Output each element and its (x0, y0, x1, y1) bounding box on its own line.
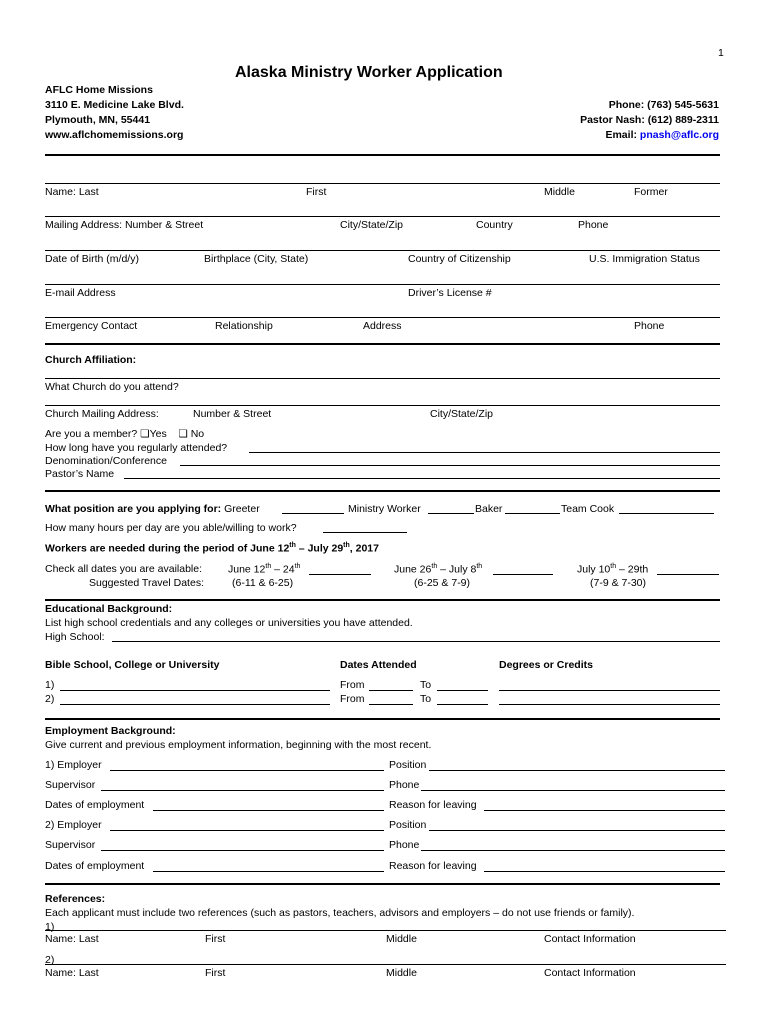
field-line[interactable] (45, 216, 720, 217)
edu-to-2: To (420, 693, 432, 705)
employment-heading: Employment Background: (45, 725, 176, 737)
date-option-1[interactable] (228, 563, 300, 576)
label-employer-1: 1) Employer (45, 759, 102, 771)
date-1-b: – 24 (271, 563, 295, 576)
dates-2-field[interactable] (153, 871, 384, 872)
label-drivers-license: Driver’s License # (408, 287, 492, 299)
edu-row-1-num: 1) (45, 679, 55, 691)
reason-1-field[interactable] (484, 810, 725, 811)
field-line[interactable] (45, 378, 720, 379)
edu-degree-1-field[interactable] (499, 690, 720, 691)
label-address: Address (363, 320, 402, 332)
org-address2: Plymouth, MN, 55441 (45, 114, 151, 126)
option-baker[interactable]: Baker (475, 503, 503, 515)
header-divider (45, 154, 720, 156)
date-3-sup1: th (610, 563, 617, 570)
label-phone: Phone (578, 219, 609, 231)
period-sup-1: th (289, 542, 296, 549)
date-3-b: – 29th (616, 563, 649, 576)
date-1-field[interactable] (309, 574, 371, 575)
date-1-sup1: th (265, 563, 272, 570)
pastor-field[interactable] (124, 478, 720, 479)
phone-2-field[interactable] (421, 850, 725, 851)
label-relationship: Relationship (215, 320, 273, 332)
edu-col-degrees: Degrees or Credits (499, 659, 593, 671)
field-line[interactable] (45, 317, 720, 318)
checkbox-yes-icon[interactable]: ❏ (140, 428, 150, 440)
employer-2-field[interactable] (110, 830, 384, 831)
label-immigration: U.S. Immigration Status (589, 253, 700, 265)
travel-1: (6-11 & 6-25) (232, 577, 294, 589)
edu-school-2-field[interactable] (60, 704, 330, 705)
period-statement (45, 542, 379, 555)
supervisor-1-field[interactable] (101, 790, 384, 791)
pastor-phone: Pastor Nash: (612) 889-2311 (580, 114, 719, 126)
ref-1-first: First (205, 933, 226, 945)
label-phone-2: Phone (389, 839, 420, 851)
ref-1-num: 1) (45, 921, 55, 933)
ref-2-contact: Contact Information (544, 967, 636, 979)
label-dates-1: Dates of employment (45, 799, 145, 811)
date-3-a: July 10 (577, 563, 611, 576)
label-emergency-contact: Emergency Contact (45, 320, 138, 332)
label-supervisor-1: Supervisor (45, 779, 96, 791)
yes-label: Yes (149, 428, 167, 440)
period-sup-2: th (343, 542, 350, 549)
edu-from-2-field[interactable] (369, 704, 413, 705)
ministry-worker-field[interactable] (428, 513, 474, 514)
section-divider (45, 599, 720, 601)
ref-1-field[interactable] (45, 930, 726, 931)
date-2-field[interactable] (493, 574, 553, 575)
label-name-first: First (306, 186, 327, 198)
greeter-field[interactable] (282, 513, 344, 514)
position-2-field[interactable] (429, 830, 725, 831)
date-2-sup1: th (431, 563, 438, 570)
org-name: AFLC Home Missions (45, 84, 153, 96)
position-row (45, 503, 260, 515)
option-team-cook[interactable]: Team Cook (561, 503, 615, 515)
high-school-field[interactable] (112, 641, 720, 642)
period-text-b: – July 29 (295, 542, 344, 555)
org-phone: Phone: (763) 545-5631 (608, 99, 719, 111)
label-birthplace: Birthplace (City, State) (204, 253, 309, 265)
denomination-field[interactable] (180, 465, 720, 466)
edu-degree-2-field[interactable] (499, 704, 720, 705)
section-divider (45, 490, 720, 492)
label-email: E-mail Address (45, 287, 116, 299)
baker-field[interactable] (505, 513, 560, 514)
ref-2-num: 2) (45, 954, 55, 966)
label-church-attend: What Church do you attend? (45, 381, 179, 393)
label-travel-dates: Suggested Travel Dates: (89, 577, 204, 589)
email-label: Email: (605, 129, 640, 141)
label-dates-2: Dates of employment (45, 860, 145, 872)
date-2-sup2: th (476, 563, 483, 570)
education-instruction: List high school credentials and any colleges or universities you have attended. (45, 617, 413, 629)
label-city-state-zip: City/State/Zip (340, 219, 404, 231)
ref-1-last: Name: Last (45, 933, 99, 945)
employment-instruction: Give current and previous employment information, beginning with the most recent. (45, 739, 432, 751)
edu-from-1-field[interactable] (369, 690, 413, 691)
label-how-long: How long have you regularly attended? (45, 442, 228, 454)
label-supervisor-2: Supervisor (45, 839, 96, 851)
references-heading: References: (45, 893, 106, 905)
field-line[interactable] (45, 250, 720, 251)
hours-field[interactable] (323, 532, 407, 533)
ref-2-last: Name: Last (45, 967, 99, 979)
label-high-school: High School: (45, 631, 105, 643)
label-employer-2: 2) Employer (45, 819, 102, 831)
references-instruction: Each applicant must include two references (such as pastors, teachers, advisors and employers – do not use friends or family). (45, 907, 635, 919)
how-long-field[interactable] (249, 452, 720, 453)
edu-row-2-num: 2) (45, 693, 55, 705)
phone-1-field[interactable] (421, 790, 725, 791)
page-title: Alaska Ministry Worker Application (235, 64, 503, 81)
edu-from-2: From (340, 693, 365, 705)
field-line[interactable] (45, 284, 720, 285)
field-line[interactable] (45, 183, 720, 184)
member-question (45, 428, 204, 440)
email-link[interactable]: pnash@aflc.org (639, 129, 719, 141)
travel-2: (6-25 & 7-9) (414, 577, 471, 589)
edu-to-1: To (420, 679, 432, 691)
label-denomination: Denomination/Conference (45, 455, 167, 467)
employer-1-field[interactable] (110, 770, 384, 771)
field-line[interactable] (45, 405, 720, 406)
ref-1-contact: Contact Information (544, 933, 636, 945)
label-dob: Date of Birth (m/d/y) (45, 253, 139, 265)
date-1-sup2: th (294, 563, 301, 570)
team-cook-field[interactable] (619, 513, 714, 514)
ref-2-first: First (205, 967, 226, 979)
edu-col-dates: Dates Attended (340, 659, 417, 671)
label-name-former: Former (634, 186, 668, 198)
period-text-a: Workers are needed during the period of June 12 (45, 542, 290, 555)
label-mailing-address: Mailing Address: Number & Street (45, 219, 204, 231)
label-position-1: Position (389, 759, 427, 771)
section-divider (45, 718, 720, 720)
date-option-3[interactable] (577, 563, 648, 576)
dates-1-field[interactable] (153, 810, 384, 811)
label-church-city: City/State/Zip (430, 408, 494, 420)
label-country: Country (476, 219, 513, 231)
ref-1-middle: Middle (386, 933, 417, 945)
page-number: 1 (718, 47, 724, 59)
position-question: What position are you applying for: (45, 503, 222, 515)
edu-to-2-field[interactable] (437, 704, 488, 705)
date-1-a: June 12 (228, 563, 266, 576)
date-option-2[interactable] (394, 563, 482, 576)
label-phone: Phone (634, 320, 665, 332)
label-reason-1: Reason for leaving (389, 799, 477, 811)
section-divider (45, 883, 720, 885)
date-2-b: – July 8 (437, 563, 477, 576)
edu-col-school: Bible School, College or University (45, 659, 220, 671)
reason-2-field[interactable] (484, 871, 725, 872)
edu-from-1: From (340, 679, 365, 691)
label-name-last: Name: Last (45, 186, 99, 198)
org-address1: 3110 E. Medicine Lake Blvd. (45, 99, 184, 111)
no-label: No (190, 428, 205, 440)
org-email-line (605, 129, 719, 141)
org-website: www.aflchomemissions.org (45, 129, 184, 141)
label-citizenship: Country of Citizenship (408, 253, 511, 265)
edu-school-1-field[interactable] (60, 690, 330, 691)
option-greeter[interactable]: Greeter (224, 503, 260, 515)
date-3-field[interactable] (657, 574, 719, 575)
position-1-field[interactable] (429, 770, 725, 771)
travel-3: (7-9 & 7-30) (590, 577, 647, 589)
label-hours: How many hours per day are you able/willing to work? (45, 522, 297, 534)
label-check-dates: Check all dates you are available: (45, 563, 203, 575)
edu-to-1-field[interactable] (437, 690, 488, 691)
ref-2-field[interactable] (45, 964, 726, 965)
education-heading: Educational Background: (45, 603, 173, 615)
label-name-middle: Middle (544, 186, 575, 198)
section-divider (45, 343, 720, 345)
option-ministry-worker[interactable]: Ministry Worker (348, 503, 421, 515)
church-heading: Church Affiliation: (45, 354, 137, 366)
label-position-2: Position (389, 819, 427, 831)
member-label: Are you a member? (45, 428, 138, 440)
date-2-a: June 26 (394, 563, 432, 576)
label-church-street: Number & Street (193, 408, 272, 420)
period-text-c: , 2017 (349, 542, 379, 555)
ref-2-middle: Middle (386, 967, 417, 979)
label-phone-1: Phone (389, 779, 420, 791)
label-church-mailing: Church Mailing Address: (45, 408, 159, 420)
label-reason-2: Reason for leaving (389, 860, 477, 872)
label-pastor: Pastor’s Name (45, 468, 115, 480)
supervisor-2-field[interactable] (101, 850, 384, 851)
checkbox-no-icon[interactable]: ❏ (178, 428, 188, 440)
